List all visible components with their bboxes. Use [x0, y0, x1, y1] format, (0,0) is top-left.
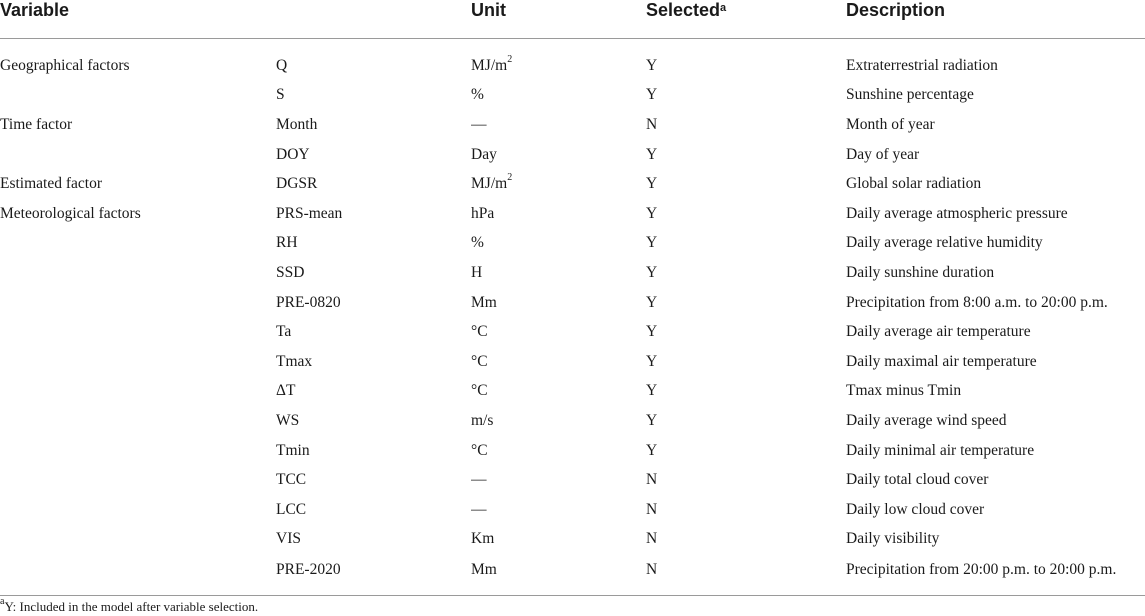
footnote-text: Y: Included in the model after variable selection.: [4, 599, 259, 614]
footnote-marker: a: [0, 596, 5, 607]
cell-selected: Y: [646, 86, 658, 104]
cell-category: [0, 258, 276, 288]
cell-variable: TCC: [276, 471, 307, 489]
cell-category: Time factor: [0, 115, 73, 133]
cell-selected: Y: [646, 323, 658, 341]
cell-unit-text: m/s: [471, 411, 494, 429]
cell-variable: PRE-2020: [276, 554, 471, 596]
cell-variable: VIS: [276, 530, 301, 548]
cell-selected: N: [646, 115, 658, 133]
cell-unit: [471, 229, 646, 259]
cell-description: Daily low cloud cover: [846, 500, 985, 518]
cell-description: Global solar radiation: [846, 175, 982, 193]
table-row: [0, 377, 1145, 407]
cell-description: Daily average relative humidity: [846, 234, 1043, 252]
cell-selected: Y: [646, 175, 658, 193]
cell-variable: WS: [276, 411, 300, 429]
cell-selected: Y: [646, 263, 658, 281]
cell-selected: N: [646, 500, 658, 518]
cell-variable: Q: [276, 56, 288, 74]
cell-variable: DGSR: [276, 175, 318, 193]
cell-category: [0, 465, 276, 495]
cell-description: Daily visibility: [846, 530, 940, 548]
table-row: [0, 317, 1145, 347]
cell-unit: [471, 39, 646, 81]
cell-unit: [471, 169, 646, 199]
cell-unit-text: %: [471, 86, 484, 104]
cell-selected: N: [646, 471, 658, 489]
cell-unit-text: °C: [471, 441, 488, 459]
table-body: [0, 39, 1145, 596]
cell-unit-text: —: [471, 500, 487, 518]
cell-description: Daily maximal air temperature: [846, 352, 1037, 370]
cell-selected: Y: [646, 234, 658, 252]
header-row: [0, 0, 1145, 39]
cell-unit-text: Mm: [471, 293, 497, 311]
cell-unit-text: °C: [471, 352, 488, 370]
cell-description: Daily average air temperature: [846, 323, 1031, 341]
cell-selected: Y: [646, 411, 658, 429]
cell-description: Daily sunshine duration: [846, 263, 995, 281]
cell-variable: SSD: [276, 263, 305, 281]
table-row: [0, 81, 1145, 111]
table-row: [0, 39, 1145, 81]
cell-unit-superscript: 2: [507, 53, 513, 65]
cell-category: [0, 495, 276, 525]
cell-description: Precipitation from 20:00 p.m. to 20:00 p.m.: [846, 554, 1145, 596]
table-row: [0, 110, 1145, 140]
cell-unit-text: MJ/m: [471, 175, 508, 193]
cell-unit-text: hPa: [471, 204, 495, 222]
cell-description: Day of year: [846, 145, 920, 163]
table-row: [0, 229, 1145, 259]
table-row: [0, 406, 1145, 436]
cell-variable: LCC: [276, 500, 307, 518]
cell-unit-text: °C: [471, 323, 488, 341]
cell-category: [0, 347, 276, 377]
cell-unit-text: %: [471, 234, 484, 252]
cell-description: Tmax minus Tmin: [846, 382, 962, 400]
header-selected-label: Selected: [646, 0, 721, 20]
cell-category: [0, 81, 276, 111]
cell-category: [0, 229, 276, 259]
cell-selected: Y: [646, 382, 658, 400]
table-footnote: [0, 596, 259, 615]
cell-selected: Y: [646, 441, 658, 459]
cell-unit-text: —: [471, 471, 487, 489]
table-row: [0, 169, 1145, 199]
cell-unit: [471, 288, 646, 318]
cell-selected: Y: [646, 145, 658, 163]
cell-unit: [471, 495, 646, 525]
cell-category: Geographical factors: [0, 56, 130, 74]
cell-variable: Month: [276, 115, 318, 133]
cell-variable: Tmax: [276, 352, 313, 370]
cell-unit: [471, 140, 646, 170]
table-header: [0, 0, 1145, 39]
header-selected-footnote-marker: a: [720, 2, 727, 14]
cell-variable: RH: [276, 234, 298, 252]
header-selected: [646, 0, 846, 39]
cell-selected: Y: [646, 56, 658, 74]
table-row: [0, 258, 1145, 288]
cell-description: Extraterrestrial radiation: [846, 56, 998, 74]
cell-selected: Y: [646, 204, 658, 222]
cell-description: Daily average wind speed: [846, 411, 1007, 429]
cell-unit-text: Day: [471, 145, 497, 163]
table-row: [0, 140, 1145, 170]
cell-unit: [471, 347, 646, 377]
table-row: [0, 199, 1145, 229]
cell-description: Daily minimal air temperature: [846, 441, 1035, 459]
cell-unit: [471, 377, 646, 407]
header-unit: Unit: [471, 0, 646, 39]
cell-description: Daily average atmospheric pressure: [846, 204, 1068, 222]
cell-variable: S: [276, 86, 285, 104]
cell-category: [0, 525, 276, 555]
cell-selected: N: [646, 554, 846, 596]
cell-variable: PRE-0820: [276, 293, 341, 311]
cell-unit-text: H: [471, 263, 483, 281]
table-row: [0, 288, 1145, 318]
table-row: [0, 495, 1145, 525]
table-row: [0, 554, 1145, 596]
cell-unit: [471, 258, 646, 288]
cell-category: [0, 436, 276, 466]
cell-unit-text: Mm: [471, 561, 497, 579]
cell-category: [0, 317, 276, 347]
cell-unit-superscript: 2: [507, 172, 513, 184]
cell-variable: PRS-mean: [276, 204, 343, 222]
cell-unit: [471, 406, 646, 436]
cell-unit: [471, 81, 646, 111]
cell-unit: [471, 436, 646, 466]
cell-category: [0, 406, 276, 436]
cell-unit: [471, 199, 646, 229]
table-row: [0, 465, 1145, 495]
cell-unit-text: —: [471, 115, 487, 133]
cell-category: [0, 554, 276, 596]
cell-category: Meteorological factors: [0, 204, 141, 222]
cell-variable: Tmin: [276, 441, 310, 459]
cell-unit-text: MJ/m: [471, 56, 508, 74]
cell-unit: [471, 554, 646, 596]
header-variable: Variable: [0, 0, 276, 39]
table-row: [0, 525, 1145, 555]
cell-selected: Y: [646, 293, 658, 311]
cell-unit: [471, 110, 646, 140]
cell-unit-text: Km: [471, 530, 495, 548]
cell-category: Estimated factor: [0, 175, 102, 193]
cell-selected: N: [646, 530, 658, 548]
cell-category: [0, 288, 276, 318]
cell-description: Month of year: [846, 115, 935, 133]
cell-category: [0, 140, 276, 170]
cell-unit: [471, 465, 646, 495]
cell-unit: [471, 317, 646, 347]
cell-variable: ΔT: [276, 382, 296, 400]
cell-unit-text: °C: [471, 382, 488, 400]
cell-variable: DOY: [276, 145, 310, 163]
header-blank: [276, 0, 471, 39]
cell-description: Precipitation from 8:00 a.m. to 20:00 p.m.: [846, 293, 1108, 311]
header-description: Description: [846, 0, 1145, 39]
cell-description: Daily total cloud cover: [846, 471, 989, 489]
cell-variable: Ta: [276, 323, 292, 341]
cell-category: [0, 377, 276, 407]
cell-description: Sunshine percentage: [846, 86, 974, 104]
cell-selected: Y: [646, 352, 658, 370]
table-row: [0, 347, 1145, 377]
cell-unit: [471, 525, 646, 555]
table-row: [0, 436, 1145, 466]
